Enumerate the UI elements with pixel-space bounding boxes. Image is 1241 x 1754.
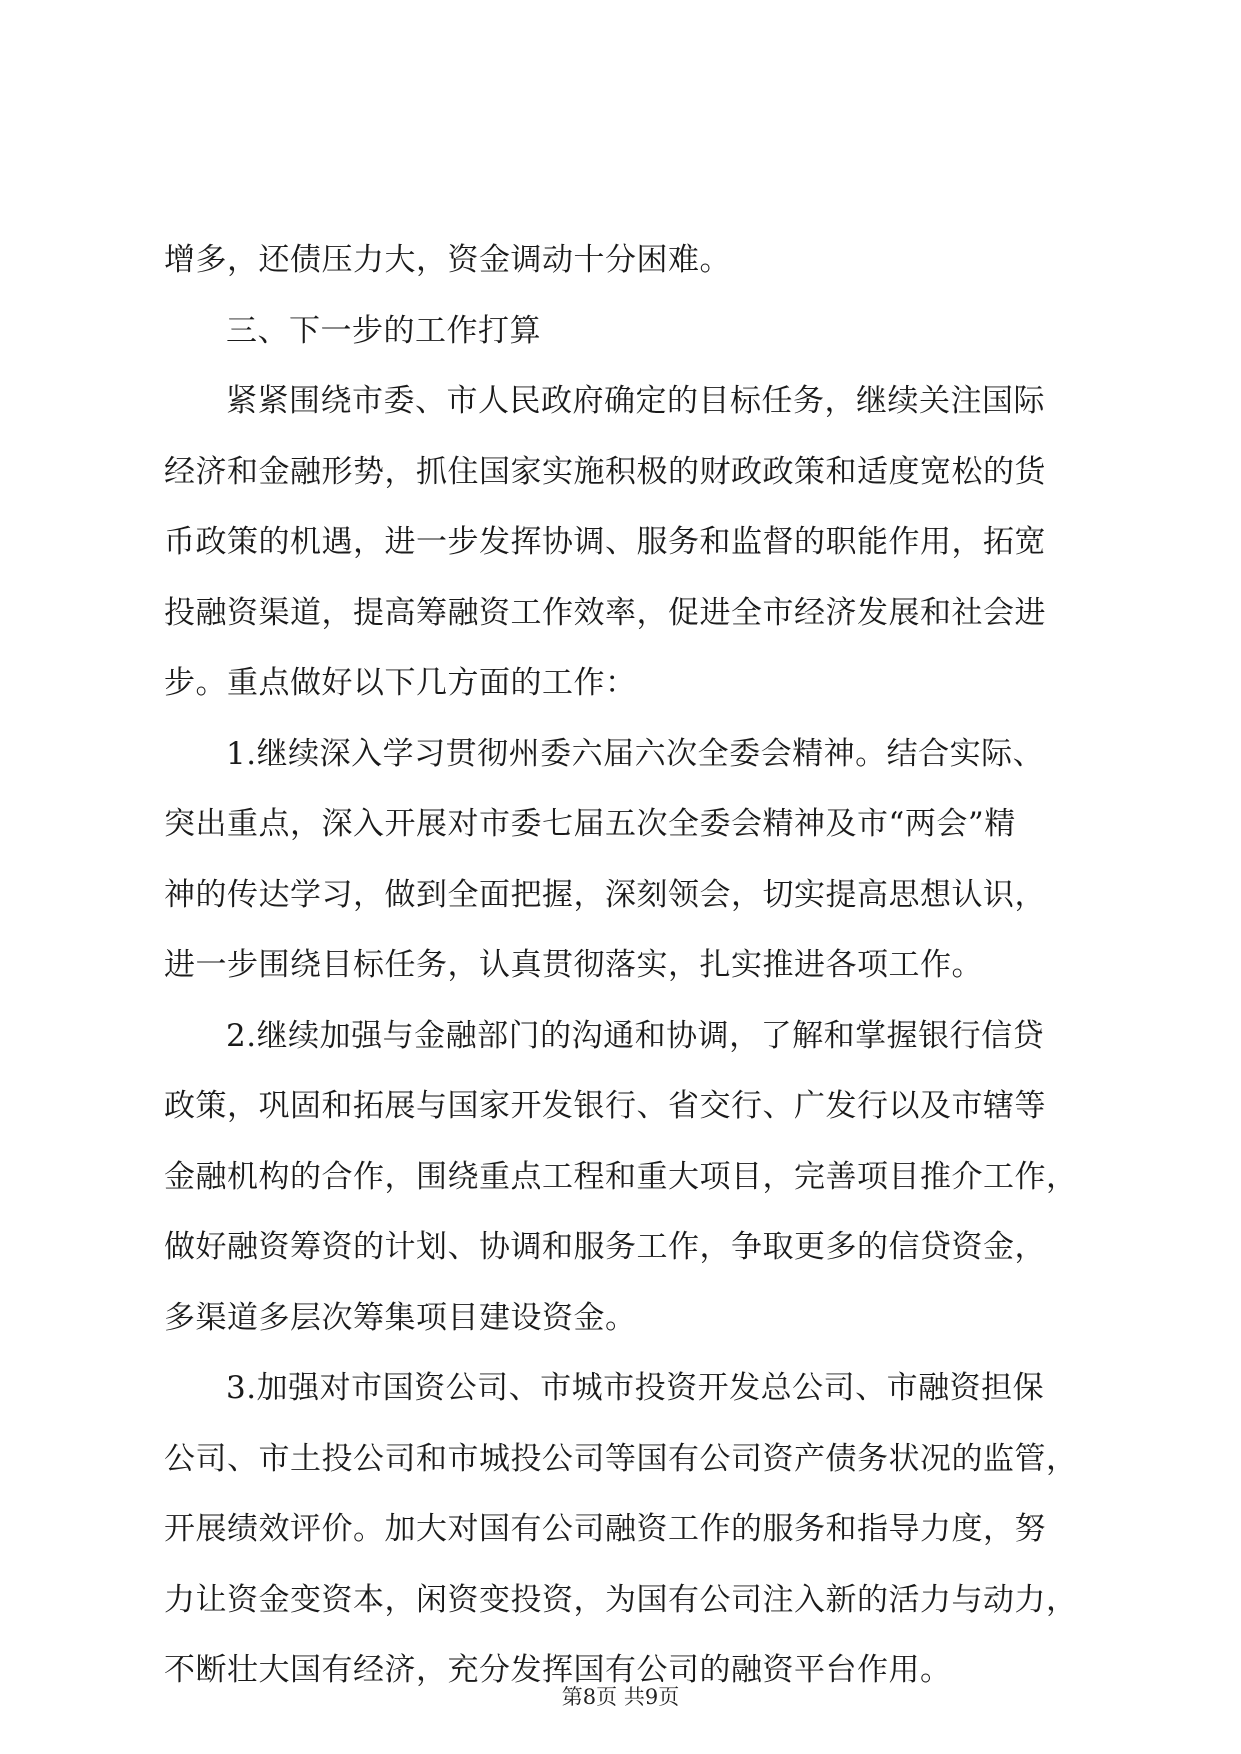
text-line: 开展绩效评价。加大对国有公司融资工作的服务和指导力度，努 xyxy=(164,1511,1046,1547)
text-line: 紧紧围绕市委、市人民政府确定的目标任务，继续关注国际 xyxy=(226,383,1045,419)
page-number-footer: 第8页 共9页 xyxy=(561,1685,680,1709)
text-line: 力让资金变资本，闲资变投资，为国有公司注入新的活力与动力， xyxy=(164,1581,1078,1618)
text-line: 不断壮大国有经济，充分发挥国有公司的融资平台作用。 xyxy=(164,1652,952,1688)
text-line: 做好融资筹资的计划、协调和服务工作，争取更多的信贷资金， xyxy=(164,1229,1046,1265)
document-body xyxy=(164,225,1088,1706)
text-line: 1.继续深入学习贯彻州委六届六次全委会精神。结合实际、 xyxy=(226,735,1045,772)
text-line: 进一步围绕目标任务，认真贯彻落实，扎实推进各项工作。 xyxy=(164,947,983,983)
text-line: 政策，巩固和拓展与国家开发银行、省交行、广发行以及市辖等 xyxy=(164,1088,1046,1124)
text-line: 多渠道多层次筹集项目建设资金。 xyxy=(164,1299,637,1336)
text-line: 增多，还债压力大，资金调动十分困难。 xyxy=(164,242,731,278)
text-line: 金融机构的合作，围绕重点工程和重大项目，完善项目推介工作， xyxy=(164,1158,1078,1195)
text-line: 币政策的机遇，进一步发挥协调、服务和监督的职能作用，拓宽 xyxy=(164,524,1046,560)
text-line: 突出重点，深入开展对市委七届五次全委会精神及市“两会”精 xyxy=(164,806,1016,842)
text-line: 神的传达学习，做到全面把握，深刻领会，切实提高思想认识， xyxy=(164,876,1046,913)
text-line: 2.继续加强与金融部门的沟通和协调，了解和掌握银行信贷 xyxy=(226,1017,1045,1054)
text-line: 3.加强对市国资公司、市城市投资开发总公司、市融资担保 xyxy=(226,1370,1045,1406)
text-line: 投融资渠道，提高筹融资工作效率，促进全市经济发展和社会进 xyxy=(164,594,1046,631)
text-line: 步。重点做好以下几方面的工作： xyxy=(164,665,637,701)
section-heading: 三、下一步的工作打算 xyxy=(226,312,541,349)
text-line: 经济和金融形势，抓住国家实施积极的财政政策和适度宽松的货 xyxy=(164,453,1046,490)
text-line: 公司、市土投公司和市城投公司等国有公司资产债务状况的监管， xyxy=(164,1440,1078,1477)
